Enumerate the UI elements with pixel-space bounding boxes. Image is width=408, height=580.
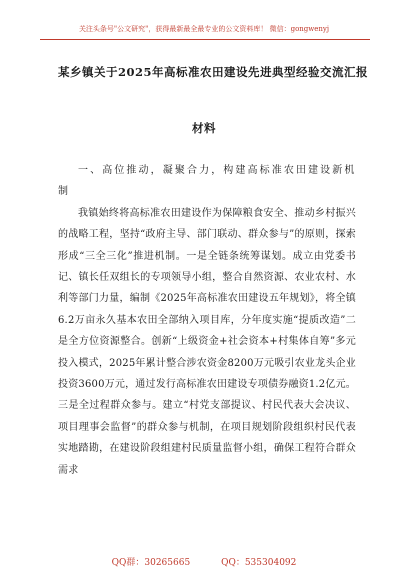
- document-body: [58, 160, 356, 481]
- footer-qq: QQ：535304092: [221, 558, 297, 568]
- footer-contact: [0, 555, 408, 568]
- footer-qq-group: QQ群：30265665: [111, 558, 191, 568]
- header-banner: 关注头条号"公文研究"，获得最新最全最专业的公文资料库！ 微信：gongwenyj: [78, 25, 330, 33]
- document-title-continued: 材料: [192, 121, 216, 135]
- document-title: 某乡镇关于2025年高标准农田建设先进典型经验交流汇报: [58, 65, 369, 79]
- body-paragraph: 我镇始终将高标准农田建设作为保障粮食安全、推动乡村振兴的战略工程，坚持“政府主导、部门联动、群众参与”的原则，探索形成“三全三化”推进机制。一是全链条统筹谋划。成立由党委书记、镇长任双组长的专项领导小组，整合自然资源、农业农村、水利等部门力量，编制《2025年高标准农田建设五年规划》，将全镇6.2万亩永久基本农田全部纳入项目库，分年度实施“提质改造”二是全方位资源整合。创新“上级资金+社会资本+村集体自筹”多元投入模式，2025年累计整合涉农资金8200万元吸引农业龙头企业投资3600万元，通过发行高标准农田建设专项债券融资1.2亿元。三是全过程群众参与。建立“村党支部提议、村民代表大会决议、项目理事会监督”的群众参与机制，在项目规划阶段组织村民代表实地踏勘，在建设阶段组建村民质量监督小组，确保工程符合群众需求: [58, 207, 356, 476]
- header-divider: [40, 39, 370, 40]
- section-heading: 一、高位推动，凝聚合力，构建高标准农田建设新机制: [58, 165, 356, 198]
